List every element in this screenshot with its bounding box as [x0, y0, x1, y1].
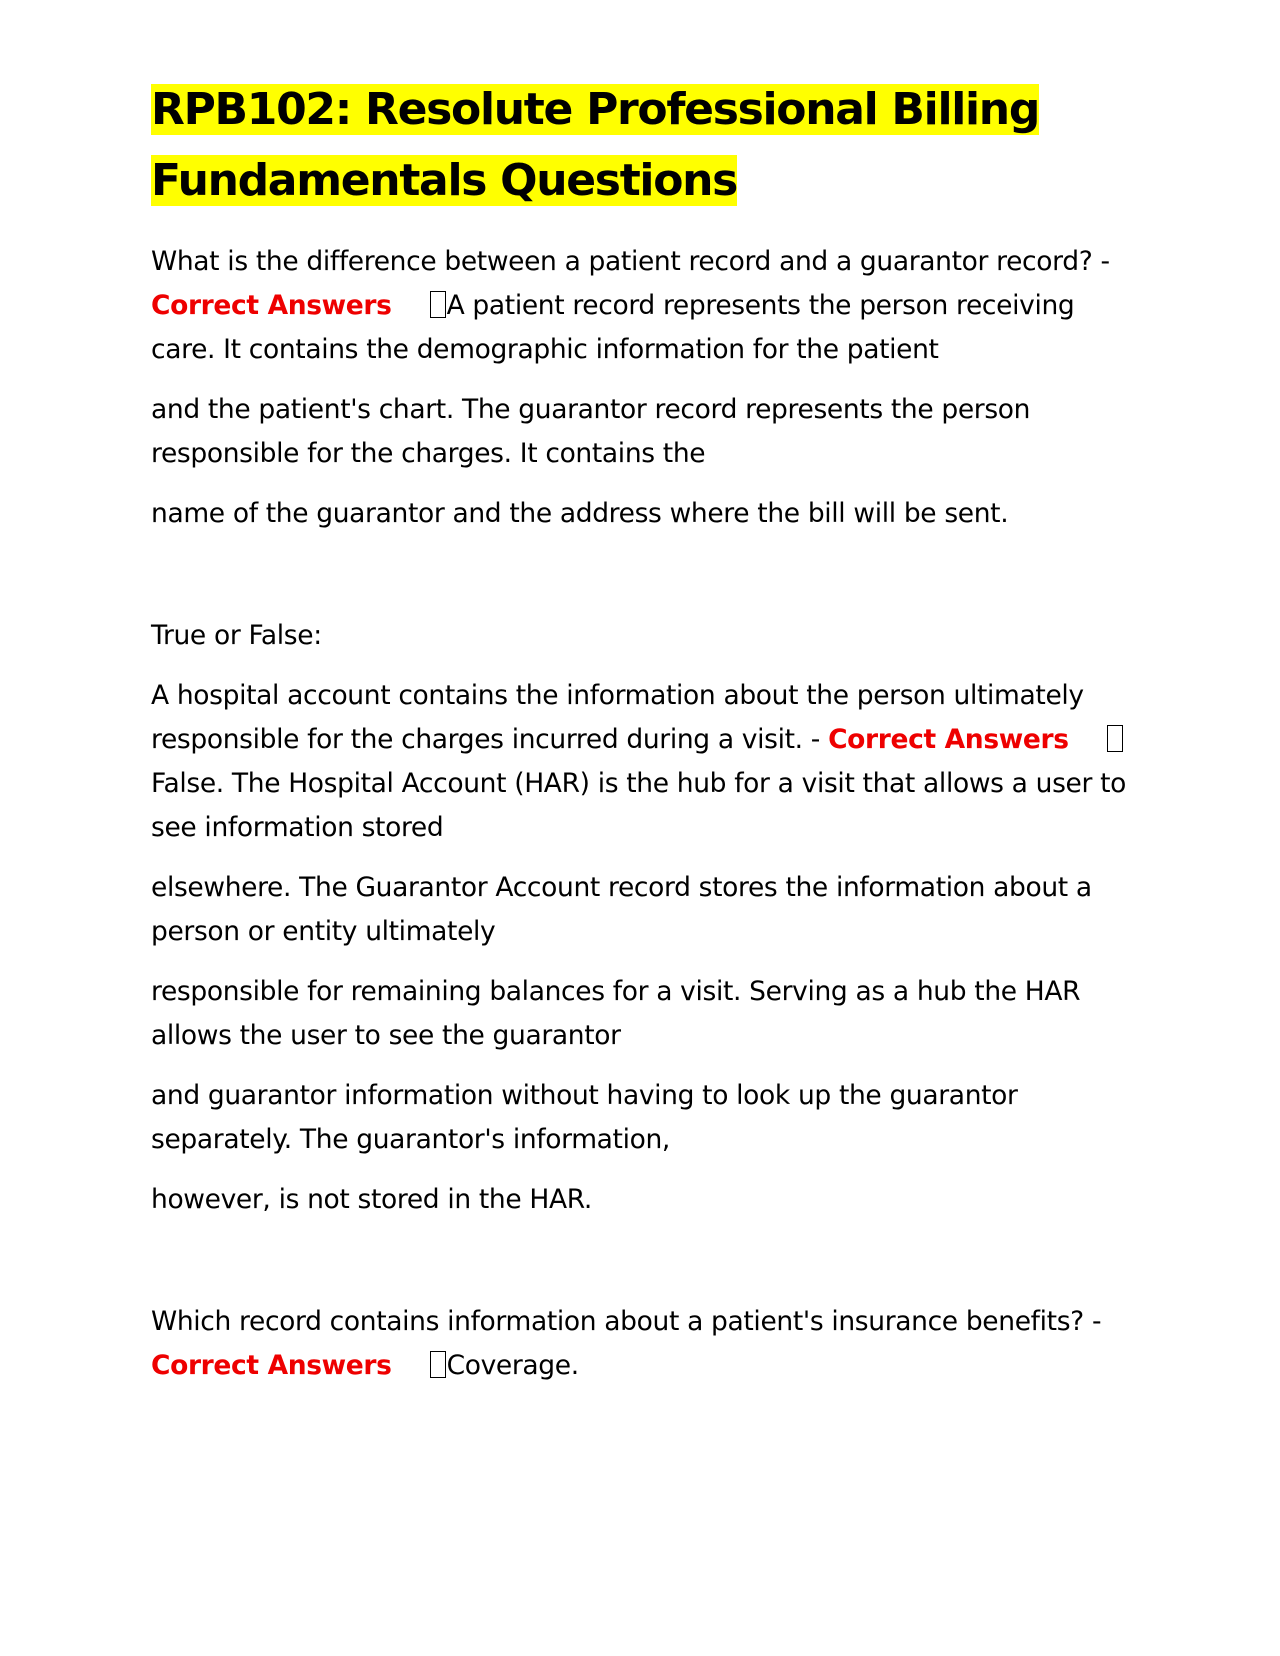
q1-question-answer: [151, 240, 1136, 372]
q3-question-answer: [151, 1300, 1136, 1388]
document-page: [151, 74, 1136, 1388]
q2-question-answer: [151, 674, 1136, 850]
q1-answer-continued-1: and the patient's chart. The guarantor record represents the person responsible for the charges. It contains the: [151, 394, 1031, 469]
box-glyph-icon: [430, 1351, 446, 1378]
q2-answer-continued-3: and guarantor information without having to look up the guarantor separately. The guarantor's information,: [151, 1080, 1018, 1155]
q3-answer-text: Coverage.: [446, 1350, 579, 1381]
q1-question-text: What is the difference between a patient record and a guarantor record? -: [151, 246, 1110, 277]
q3-correct-answers-label: Correct Answers: [151, 1350, 392, 1381]
q1-correct-answers-label: Correct Answers: [151, 290, 392, 321]
q3-question-text: Which record contains information about a patient's insurance benefits? -: [151, 1306, 1102, 1337]
box-glyph-icon: [430, 291, 446, 318]
q2-answer-continued-4: however, is not stored in the HAR.: [151, 1184, 592, 1215]
title-highlight: RPB102: Resolute Professional Billing Fundamentals Questions: [151, 84, 1040, 206]
box-glyph-icon: [1107, 725, 1123, 752]
q2-answer-continued-1: elsewhere. The Guarantor Account record stores the information about a person or entity ultimately: [151, 872, 1092, 947]
q2-prefix: True or False:: [151, 620, 322, 651]
document-title: [151, 74, 1136, 216]
q2-answer-continued-2: responsible for remaining balances for a visit. Serving as a hub the HAR allows the user to see the guarantor: [151, 976, 1081, 1051]
q1-answer-text: A patient record represents the person receiving care. It contains the demographic information for the patient: [151, 290, 1075, 365]
q1-answer-continued-2: name of the guarantor and the address where the bill will be sent.: [151, 498, 1009, 529]
q2-answer-text: False. The Hospital Account (HAR) is the hub for a visit that allows a user to see information stored: [151, 768, 1127, 843]
q2-correct-answers-label: Correct Answers: [828, 724, 1069, 755]
q2-question-text: A hospital account contains the information about the person ultimately responsible for the charges incurred during a visit. -: [151, 680, 1084, 755]
